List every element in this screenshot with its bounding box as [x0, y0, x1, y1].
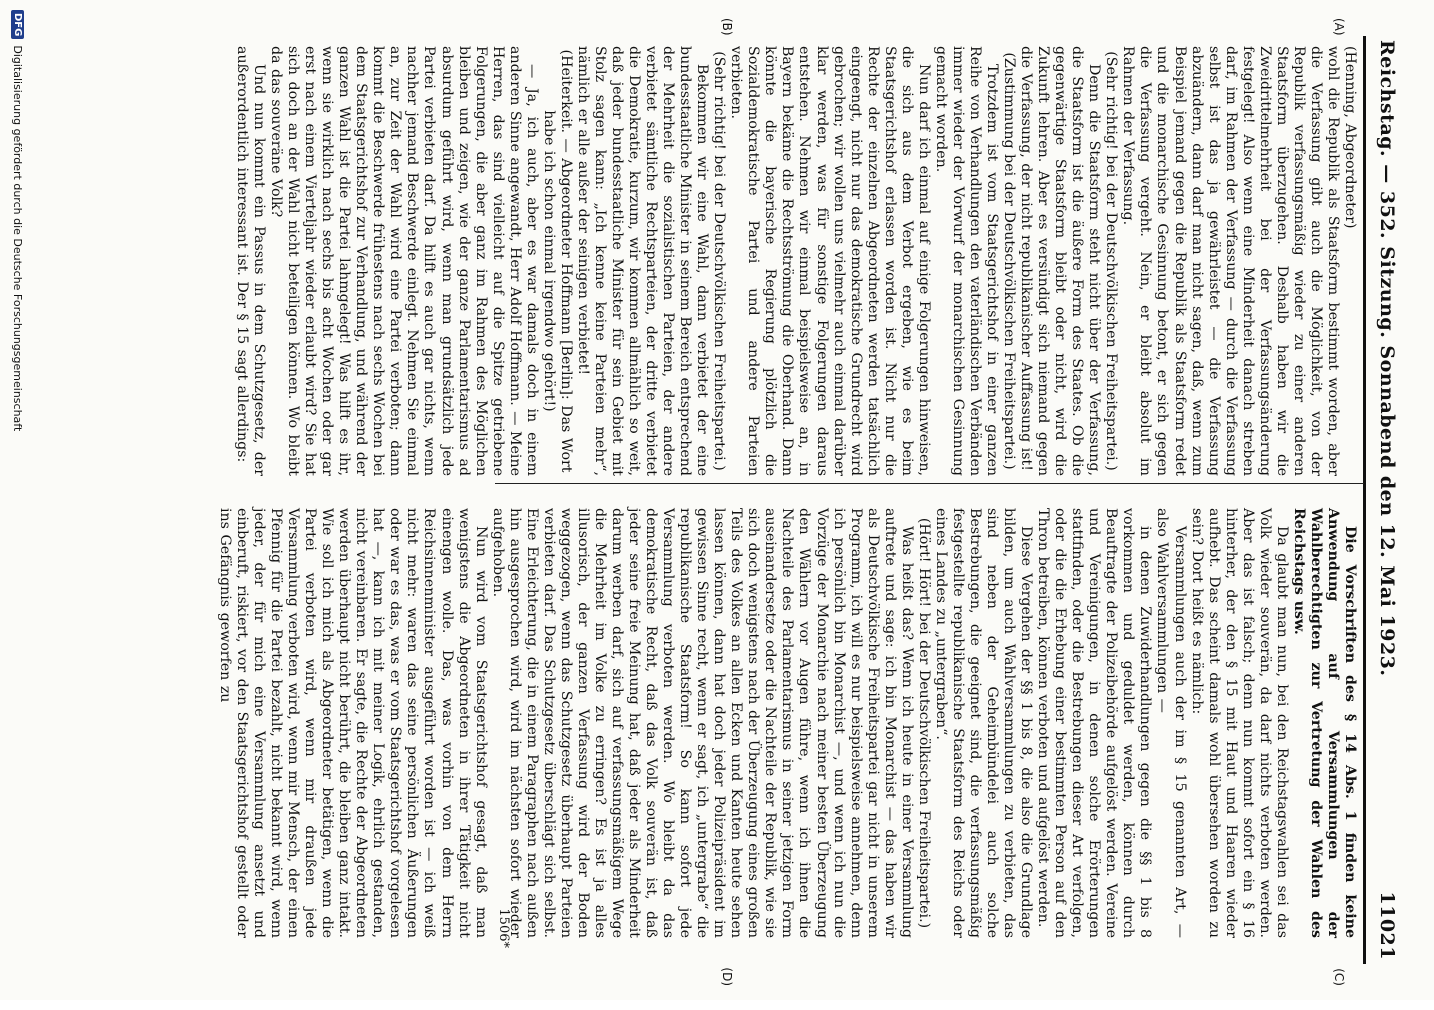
interjection: (Hört! Hört! bei der Deutschvölkischen Freiheitspartei.)	[915, 517, 932, 929]
paragraph: Und nun kommt ein Passus in dem Schutzgesetz, der außerordentlich interessant ist. Der § 15 sagt allerdings:	[233, 46, 267, 476]
margin-mark-b: (B)	[720, 18, 734, 36]
interjection: (Sehr richtig! bei der Deutschvölkischen Freiheitspartei.)	[1103, 51, 1120, 471]
quoted-law: in denen Zuwiderhandlungen gegen die §§ 1 bis 8 vorkommen und geduldet werden, können durch Beauftragte der Polizeibehörde aufgelöst werden. Vereine und Vereinigungen, in denen solche Erörterungen stattfinden, oder die Bestrebungen dieser Art verfolgen, oder die die Erhebung einer bestimmten Person auf den Thron betreiben, können verboten und aufgelöst werden.	[1035, 508, 1154, 938]
quoted-law: Die Vorschriften des § 14 Abs. 1 finden keine Anwendung auf Versammlungen der Wahlberechtigten zur Vertretung der Wahlen des Reichstags usw.	[1290, 508, 1358, 938]
page-number: 11021	[1376, 891, 1398, 960]
paragraph: wohl die Republik als Staatsform bestimmt worden, aber die Verfassung gibt auch die Möglichkeit, von der Republik verfassungsmäßig wieder zu einer anderen Staatsform überzugehen. Deshalb haben wir die Zweidrittelmehrheit bei der Verfassungsänderung festgelegt! Also wenn eine Minderheit danach streben darf, im Rahmen der Verfassung — durch die Verfassung selbst ist das ja gewährleistet — die Verfassung abzuändern, dann darf man nicht sagen, daß, wenn zum Beispiel jemand gegen die Republik als Staatsform redet und die monarchische Gesinnung betont, er sich gegen die Verfassung vergeht. Nein, er bleibt absolut im Rahmen der Verfassung.	[1120, 46, 1341, 476]
paragraph: Nun darf ich einmal auf einige Folgerungen hinweisen, die sich aus dem Verbot ergeben, wie es beim Staatsgerichtshof erlassen worden ist. Nicht nur die Rechte der einzelnen Abgeordneten werden tatsächlich eingeengt, nicht nur das demokratische Grundrecht wird gebrochen; wir wollen uns vielmehr auch einmal darüber klar werden, was für sonstige Folgerungen daraus entstehen. Nehmen wir einmal beispielsweise an, in Bayern bekäme die Rechtsströmung die Oberhand. Dann könnte die bayerische Regierung plötzlich die Sozialdemokratische Partei und andere Parteien verbieten.	[728, 46, 932, 476]
speaker-label: (Henning, Abgeordneter)	[1342, 46, 1358, 229]
paragraph: Denn die Staatsform steht nicht über der Verfassung, die Staatsform ist die äußere Form des Staates. Ob die gegenwärtige Staatsform bleibt oder nicht, wird die Zukunft lehren. Aber es versündigt sich niemand gegen die Verfassung, der nicht republikanischer Auffassung ist!	[1018, 46, 1103, 476]
column-divider	[495, 483, 1364, 484]
paragraph: Was heißt das? Wenn ich heute in einer Versammlung auftrete und sage: ich bin Monarchist — das haben wir als Deutschvölkische Freiheitspartei gar nicht in unserem Programm, ich will es nur beispielsweise annehmen, denn ich persönlich bin Monarchist —, und wenn ich nun die Vorzüge der Monarchie nach meiner besten Überzeugung den Wählern vor Augen führe, wenn ich ihnen die Nachteile des Parlamentarismus in seiner jetzigen Form auseinandersetze oder die Nachteile der Republik, wie sie sich doch wenigstens nach der Überzeugung eines großen Teils des Volkes an allen Ecken und Kanten heute sehen lassen können, dann hat doch jeder Polizeipräsident im gewissen Sinne recht, wenn er sagt, ich „untergrabe“ die republikanische Staatsform! So kann sofort jede Versammlung verboten werden. Wo bleibt da das demokratische Recht, daß das Volk souverän ist, daß jeder seine freie Meinung hat, daß jeder als Minderheit darum werben darf, sich auf verfassungsmäßigem Wege die Mehrheit im Volke zu erringen? Es ist ja alles illusorisch, der ganzen Verfassung wird der Boden weggezogen, wenn das Schutzgesetz überhaupt Parteien verbieten darf. Das Schutzgesetz überschlägt sich selbst. Eine Erleichterung, die in einem Paragraphen nach außen hin ausgesprochen wird, wird im nächsten sofort wieder aufgehoben.	[489, 508, 915, 938]
margin-mark-c: (C)	[1332, 968, 1346, 986]
paragraph: — Ja, ich auch, aber es war damals doch in einem anderen Sinne angewandt, Herr Adolf Hoffmann. — Meine Herren, das sind vielleicht auf die Spitze getriebene Folgerungen, die aber ganz im Rahmen des Möglichen bleiben und zeigen, wie der ganze Parlamentarismus ad absurdum geführt wird, wenn man grundsätzlich jede Partei verbieten darf. Da hilft es auch gar nichts, wenn nachher jemand Beschwerde einlegt. Nehmen Sie einmal an, zur Zeit der Wahl wird eine Partei verboten; dann kommt die Beschwerde frühestens nach sechs Wochen bei dem Staatsgerichtshof zur Verhandlung, und während der ganzen Wahl ist die Partei lahmgelegt! Was hilft es ihr, wenn sie wirklich nach sechs bis acht Wochen oder gar erst nach einem Vierteljahr wieder erlaubt wird? Sie hat sich doch an der Wahl nicht beteiligen können. Wo bleibt da das souveräne Volk?	[268, 46, 540, 476]
digitization-credit	[7, 0, 29, 1010]
signature-mark: 1506*	[496, 908, 511, 948]
running-title: Reichstag. — 352. Sitzung. Sonnabend den 12. Mai 1923.	[1376, 40, 1398, 677]
interjection: (Heiterkeit. — Abgeordneter Hoffmann [Berlin]: Das Wort habe ich schon einmal irgendwo gehört!)	[540, 49, 574, 473]
page-header	[1370, 40, 1404, 960]
paragraph: Da glaubt man nun, bei den Reichstagswahlen sei das Volk wieder souverän, da darf nichts verboten werden. Aber das ist falsch; denn nun kommt sofort ein § 16 hinterher, der den § 15 mit Haut und Haaren wieder aufhebt. Das scheint damals wohl übersehen worden zu sein? Dort heißt es nämlich:	[1188, 508, 1290, 938]
dfg-logo: DFG	[12, 10, 25, 39]
left-column	[233, 46, 1358, 476]
margin-mark-a: (A)	[1332, 18, 1346, 36]
paragraph: Nun wird vom Staatsgerichtshof gesagt, daß man wenigstens die Abgeordneten in ihrer Tätigkeit nicht einengen wolle. Das, was vorhin von dem Herrn Reichsinnenminister ausgeführt worden ist — ich weiß nicht mehr: waren das seine persönlichen Äußerungen oder war es das, was er vom Staatsgerichtshof vorgelesen hat —, kann ich mit meiner Logik, ehrlich gestanden, nicht vereinbaren. Er sagte, die Rechte der Abgeordneten werden überhaupt nicht berührt, die bleiben ganz intakt. Wie soll ich mich als Abgeordneter betätigen, wenn die Partei verboten wird, wenn mir draußen jede Versammlung verboten wird, wenn mir Mensch, der einen Pfennig für die Partei bezahlt, nicht bekannt wird, wenn jeder, der für mich eine Versammlung ansetzt und einberuft, riskiert, vor den Staatsgerichtshof gestellt oder ins Gefängnis geworfen zu	[216, 508, 489, 938]
paragraph: Trotzdem ist vom Staatsgerichtshof in einer ganzen Reihe von Verhandlungen den vaterländischen Verbänden immer wieder der Vorwurf der monarchischen Gesinnung gemacht worden.	[932, 46, 1001, 476]
paragraph: Bekommen wir eine Wahl, dann verbietet der eine bundesstaatliche Minister in seinem Bereich entsprechend der Mehrheit die sozialistischen Parteien, der andere verbietet sämtliche Rechtsparteien, der dritte verbietet die Demokratie, kurzum, wir kommen allmählich so weit, daß jeder bundesstaatliche Minister für sein Gebiet mit Stolz sagen kann: „Ich kenne keine Parteien mehr“, nämlich er alle außer der seinigen verbietet!	[574, 46, 711, 476]
right-column	[216, 508, 1358, 938]
quoted-law: Versammlungen auch der im § 15 genannten Art, — also Wahlversammlungen —	[1154, 508, 1188, 938]
credit-text: Digitalisierung gefördert durch die Deutsche Forschungsgemeinschaft	[11, 45, 25, 432]
interjection: (Sehr richtig! bei der Deutschvölkischen Freiheitspartei.)	[711, 51, 728, 471]
paragraph: Diese Vergehen der §§ 1 bis 8, die also die Grundlage bilden, um auch Wahlversammlungen zu verbieten, das sind neben der Geheimbündelei auch solche Bestrebungen, die geeignet sind, die verfassungsmäßig festgestellte republikanische Staatsform des Reichs oder eines Landes zu „untergraben“.	[932, 508, 1035, 938]
header-rule	[1363, 36, 1366, 964]
interjection: (Zustimmung bei der Deutschvölkischen Freiheitspartei.)	[1001, 52, 1018, 470]
margin-mark-d: (D)	[720, 967, 734, 986]
